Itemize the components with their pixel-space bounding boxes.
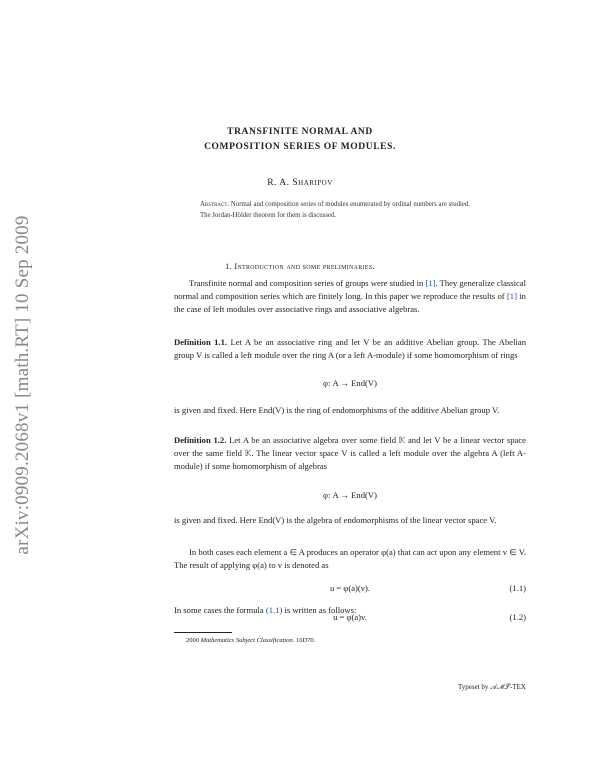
equation-number-1-1: (1.1) [509, 583, 526, 593]
arxiv-id: arXiv:0909.2068v1 [math.RT] 10 Sep 2009 [12, 215, 33, 555]
definition-label: Definition 1.2. [174, 435, 227, 445]
paper-title-line1: TRANSFINITE NORMAL AND [227, 127, 373, 137]
paper-title-line2: COMPOSITION SERIES OF MODULES. [204, 142, 396, 152]
intro-paragraph: Transfinite normal and composition series of groups were studied in [1]. They generalize classical normal and composition series which are finitely long. In this paper we reproduce the results of [1] in the case of left modules over associative rings and associative algebras. [174, 278, 526, 315]
footnote-msc: 2000 Mathematics Subject Classification. 16D70. [186, 637, 316, 644]
abstract-text: Normal and composition series of modules enumerated by ordinal numbers are studied. The Jordan-Hölder theorem for them is discussed. [200, 201, 470, 219]
equation-1-2: u = φ(a)v. [333, 612, 367, 622]
citation-link-1[interactable]: [1] [425, 278, 436, 288]
equation-1-1: u = φ(a)(v). [329, 583, 371, 593]
author: R. A. Sharipov [267, 178, 333, 188]
footnote-rule [174, 632, 232, 633]
definition-label: Definition 1.1. [174, 337, 228, 347]
citation-link-2[interactable]: [1] [506, 291, 517, 302]
definition-1-1: Definition 1.1. Let A be an associative ring and let V be an additive Abelian group. The Abelian group V is called a left module over the ring A (or a left A-module) if some homomorphism of rings [174, 337, 526, 361]
definition-1-1-conclusion: is given and fixed. Here End(V) is the ring of endomorphisms of the additive Abelian group V. [174, 405, 500, 415]
definition-1-2-conclusion: is given and fixed. Here End(V) is the algebra of endomorphisms of the linear vector space V. [174, 515, 497, 525]
equation-ref-link[interactable]: (1.1) [265, 605, 283, 615]
operator-paragraph: In both cases each element a ∈ A produces an operator φ(a) that can act upon any element v ∈ V. The result of applying φ(a) to v is denoted as [174, 547, 526, 571]
definition-1-2: Definition 1.2. Let A be an associative algebra over some field 𝕂 and let V be a linear vector space over the same field 𝕂. The linear vector space V is called a left module over the algebra A (left A-module) if some homomorphism of algebras [174, 435, 526, 472]
typeset-by-amstex: Typeset by 𝒜ℳ𝒮-TEX [458, 683, 526, 691]
equation-number-1-2: (1.2) [509, 612, 526, 622]
abstract-label: Abstract. [200, 201, 230, 208]
section-heading: 1. Introduction and some preliminaries. [225, 262, 375, 271]
equation-def1: φ: A → End(V) [323, 378, 377, 388]
abstract [200, 200, 470, 221]
arxiv-sidebar-stamp [8, 180, 38, 590]
equation-def2: φ: A → End(V) [323, 490, 377, 500]
formula-remark: In some cases the formula (1.1) is written as follows: [174, 605, 357, 615]
